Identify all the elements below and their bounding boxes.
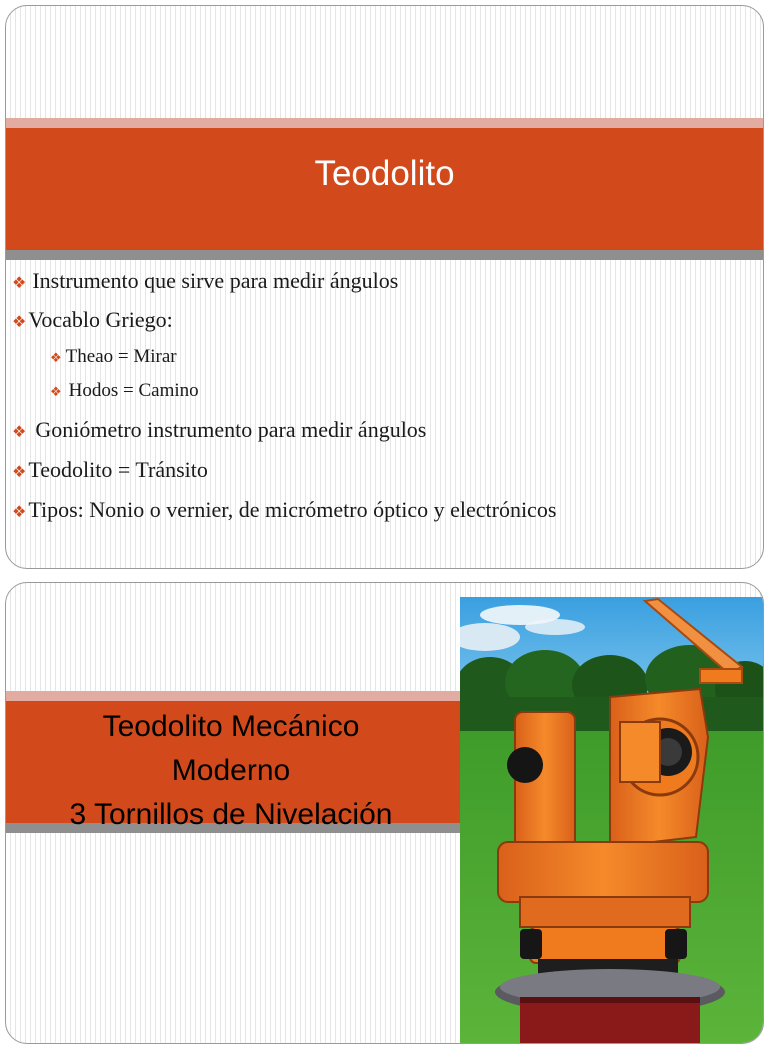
bullet-item <box>12 497 556 523</box>
bullet-text: Hodos = Camino <box>68 380 199 401</box>
slide-title <box>6 705 456 837</box>
bullet-text: Instrumento que sirve para medir ángulos <box>32 268 399 293</box>
title-band-top <box>6 118 763 128</box>
bullet-text: Vocablo Griego: <box>28 307 173 332</box>
diamond-bullet-icon: ❖ <box>12 312 27 331</box>
slide-title: Teodolito <box>314 154 455 193</box>
bullet-text: Goniómetro instrumento para medir ángulos <box>35 417 427 442</box>
diamond-bullet-icon: ❖ <box>50 385 62 400</box>
bullet-text: Tipos: Nonio o vernier, de micrómetro óptico y electrónicos <box>28 497 557 522</box>
slide-teodolito-mecanico <box>5 582 764 1044</box>
title-line: Teodolito Mecánico <box>102 710 360 743</box>
theodolite-photo <box>460 597 763 1043</box>
slide-teodolito <box>5 5 764 569</box>
bullet-item <box>12 268 398 294</box>
sub-bullet-item <box>50 346 177 368</box>
bullet-item <box>12 457 208 483</box>
bullet-item <box>12 417 426 443</box>
diamond-bullet-icon: ❖ <box>12 462 27 481</box>
theodolite-illustration <box>460 597 763 1043</box>
sub-bullet-item <box>50 380 199 402</box>
diamond-bullet-icon: ❖ <box>12 502 27 521</box>
title-line: 3 Tornillos de Nivelación <box>69 798 393 831</box>
title-band-bottom <box>6 250 763 260</box>
diamond-bullet-icon: ❖ <box>12 422 27 441</box>
bullet-item <box>12 307 173 333</box>
title-line: Moderno <box>171 754 291 787</box>
diamond-bullet-icon: ❖ <box>12 273 27 292</box>
diamond-bullet-icon: ❖ <box>50 351 62 366</box>
bullet-text: Teodolito = Tránsito <box>28 457 208 482</box>
bullet-text: Theao = Mirar <box>65 346 177 367</box>
